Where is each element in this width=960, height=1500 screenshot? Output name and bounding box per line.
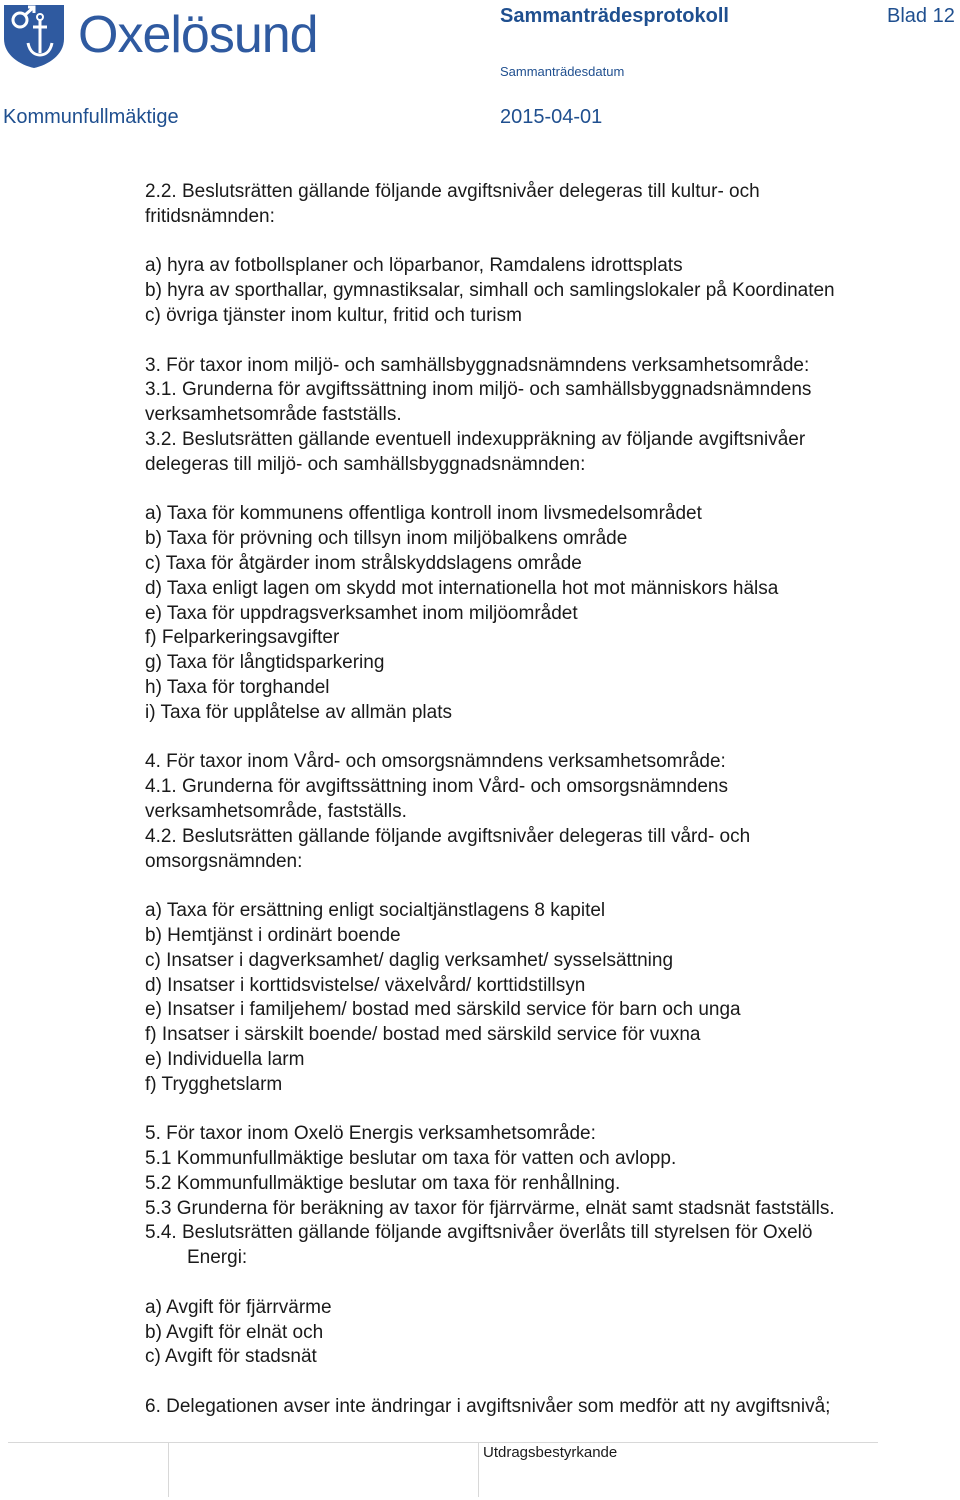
blank-line [145,1097,945,1122]
text-line: e) Individuella larm [145,1048,305,1070]
text-line: c) Avgift för stadsnät [145,1346,317,1368]
page-number: Blad 12 [887,5,955,27]
blank-line [145,478,945,503]
text-line: 2.2. Beslutsrätten gällande följande avgiftsnivåer delegeras till kultur- och [145,181,760,202]
footer-divider [8,1442,878,1443]
text-line: 5. För taxor inom Oxelö Energis verksamhetsområde: [145,1123,596,1145]
text-line: 4.1. Grunderna för avgiftssättning inom Vård- och omsorgsnämndens [145,776,728,798]
attestation-label: Utdragsbestyrkande [483,1444,618,1461]
text-line: e) Taxa för uppdragsverksamhet inom miljöområdet [145,602,578,624]
text-line: h) Taxa för torghandel [145,676,330,698]
meeting-date-label: Sammanträdesdatum [500,64,625,79]
text-line: 5.3 Grunderna för beräkning av taxor för fjärrvärme, elnät samt stadsnät fastställs. [145,1197,835,1219]
document-title: Sammanträdesprotokoll [500,5,729,27]
text-line: verksamhetsområde fastställs. [145,404,402,426]
footer-signature-box [168,1443,169,1497]
text-line: f) Insatser i särskilt boende/ bostad med särskild service för vuxna [145,1024,701,1046]
text-line: f) Felparkeringsavgifter [145,627,340,649]
blank-line [145,1271,945,1296]
text-line: 3. För taxor inom miljö- och samhällsbyggnadsnämndens verksamhetsområde: [145,354,810,376]
text-line: 4. För taxor inom Vård- och omsorgsnämndens verksamhetsområde: [145,751,726,773]
text-line: i) Taxa för upplåtelse av allmän plats [145,701,452,723]
blank-line [145,230,945,255]
text-line: 3.1. Grunderna för avgiftssättning inom miljö- och samhällsbyggnadsnämndens [145,379,812,401]
text-line: 4.2. Beslutsrätten gällande följande avgiftsnivåer delegeras till vård- och [145,825,751,847]
text-line: fritidsnämnden: [145,205,275,227]
text-line: b) Avgift för elnät och [145,1321,324,1343]
protocol-body [145,180,945,1420]
text-line: a) Taxa för ersättning enligt socialtjänstlagens 8 kapitel [145,900,606,922]
text-line: delegeras till miljö- och samhällsbyggnadsnämnden: [145,453,586,475]
text-line: Energi: [187,1247,248,1269]
text-line: 5.2 Kommunfullmäktige beslutar om taxa för renhållning. [145,1172,621,1194]
text-line: omsorgsnämnden: [145,850,303,872]
oxelosund-logo [2,3,342,69]
text-line: b) Hemtjänst i ordinärt boende [145,924,401,946]
text-line: d) Taxa enligt lagen om skydd mot internationella hot mot människors hälsa [145,577,779,599]
text-line: a) Taxa för kommunens offentliga kontroll inom livsmedelsområdet [145,503,702,525]
text-line: a) hyra av fotbollsplaner och löparbanor, Ramdalens idrottsplats [145,255,683,277]
text-line: c) övriga tjänster inom kultur, fritid och turism [145,304,522,326]
footer-signature-box [478,1443,479,1497]
blank-line [145,874,945,899]
text-line: f) Trygghetslarm [145,1073,283,1095]
text-line: 6. Delegationen avser inte ändringar i avgiftsnivåer som medför att ny avgiftsnivå; [145,1396,831,1418]
text-line: a) Avgift för fjärrvärme [145,1296,332,1318]
text-line: b) Taxa för prövning och tillsyn inom miljöbalkens område [145,528,628,550]
page-header [0,0,960,140]
logo-wordmark: Oxelösund [78,6,318,64]
text-line: e) Insatser i familjehem/ bostad med särskild service för barn och unga [145,999,741,1021]
meeting-date: 2015-04-01 [500,106,603,128]
text-line: d) Insatser i korttidsvistelse/ växelvård/ korttidstillsyn [145,974,586,996]
text-line: g) Taxa för långtidsparkering [145,652,385,674]
text-line: verksamhetsområde, fastställs. [145,800,407,822]
blank-line [145,329,945,354]
text-line: c) Insatser i dagverksamhet/ daglig verksamhet/ sysselsättning [145,949,674,971]
assembly-name: Kommunfullmäktige [3,106,179,128]
blank-line [145,726,945,751]
text-line: c) Taxa för åtgärder inom strålskyddslagens område [145,552,582,574]
text-line: 5.1 Kommunfullmäktige beslutar om taxa för vatten och avlopp. [145,1148,677,1170]
text-line: 3.2. Beslutsrätten gällande eventuell indexuppräkning av följande avgiftsnivåer [145,428,806,450]
text-line: b) hyra av sporthallar, gymnastiksalar, simhall och samlingslokaler på Koordinaten [145,280,835,302]
coat-of-arms-icon [2,3,66,69]
blank-line [145,1370,945,1395]
text-line: 5.4. Beslutsrätten gällande följande avgiftsnivåer överlåts till styrelsen för Oxelö [145,1222,813,1244]
